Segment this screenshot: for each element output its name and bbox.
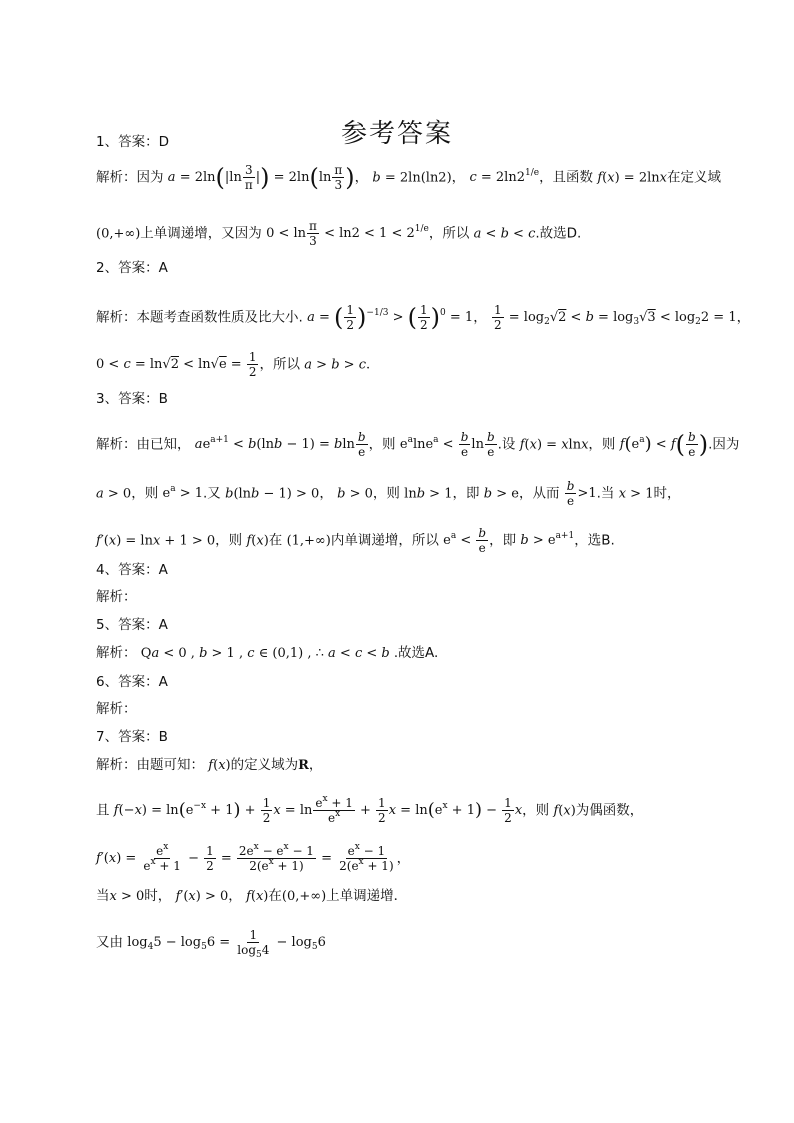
explanation-6: 解析： — [96, 701, 137, 717]
explanation-4: 解析： — [96, 589, 137, 605]
explanation-7-line-3: f′(x) = $\frac{e^x}{e^x + 1}$ − $\frac{1}{2}$ = $\frac{2e^x - e^x - 1}{2(e^x + 1)}$ = $\frac{e^x - 1}{2(e^x + 1)}$ ， — [96, 842, 411, 874]
explanation-7-line-1: 解析：由题可知： f(x)的定义域为R， — [96, 757, 323, 773]
explanation-5: 解析： Qa < 0 , b > 1 , c ∈ (0,1) , ∴ a < c < b .故选A. — [96, 645, 439, 661]
explanation-2-line-2: 0 < c = ln√2 < ln√e = $\frac{1}{2}$ ，所以 a > b > c. — [96, 350, 371, 380]
answer-1-label: 1、答案：D — [96, 134, 169, 150]
explanation-2-line-1: 解析：本题考查函数性质及比大小. a = ( $\frac{1}{2}$ )$^{-1/3}$ > ( $\frac{1}{2}$ )$^0$ = 1， $\frac{1}{2}$ = $\log_2√2 < b = \log_3√3 < \log_22 = 1$， — [96, 303, 751, 333]
explanation-7-line-4: 当x > 0时， f′(x) > 0， f(x)在(0,+∞)上单调递增． — [96, 888, 408, 904]
answer-6-label: 6、答案：A — [96, 674, 168, 690]
answer-5-label: 5、答案：A — [96, 617, 168, 633]
explanation-7-line-2: 且 $f(-x) = \ln(e^{-x} + 1)$ + $\frac{1}{2}$ x = ln $\frac{e^x + 1}{e^x}$ + $\frac{1}{2}$ $x = \ln(e^x + 1)$ − $\frac{1}{2}$ x，则 f(x)为偶函数， — [96, 794, 644, 826]
page-title: 参考答案 — [340, 119, 453, 150]
answer-4-label: 4、答案：A — [96, 562, 168, 578]
explanation-1-line-1: 解析：因为 a = 2ln(|ln $\frac{3}{\pi}$ |) = 2ln(ln $\frac{\pi}{3}$ )， b = 2ln(ln2)， $c = 2\ln 2^{1/e}$，且函数 f(x) = 2lnx在定义域 — [96, 163, 721, 193]
explanation-1-line-2: (0,+∞)上单调递增，又因为 0 < ln $\frac{\pi}{3}$ < $\ln 2 < 1 < 2^{1/e}$，所以 a < b < c.故选D. — [96, 219, 582, 249]
explanation-3-line-2: a > 0，则 $e^a > 1$.又 b(lnb − 1) > 0， b > 0，则 lnb > 1，即 b > e，从而 $\frac{b}{e}$ >1.当 x > 1时， — [96, 479, 681, 509]
answer-7-label: 7、答案：B — [96, 729, 168, 745]
explanation-7-line-5: 又由 $\log_45 - \log_56$ = $\frac{1}{\log_54}$ − $\log_56$ — [96, 928, 326, 961]
answer-3-label: 3、答案：B — [96, 391, 168, 407]
explanation-3-line-3: f′(x) = lnx + 1 > 0，则 f(x)在 (1,+∞)内单调递增，所以 $e^a$ < $\frac{b}{e}$ ，即 $b > e^{a+1}$，选B. — [96, 526, 615, 556]
explanation-3-line-1: 解析：由已知， $ae^{a+1} < b(\ln b - 1) = bln$ $\frac{b}{e}$ ，则 $e^a\ln e^a$ < $\frac{b}{e}$ ln $\frac{b}{e}$ .设 f(x) = xlnx，则 $f(e^a) < f$( $\frac{b}{e}$ ).因为 — [96, 430, 740, 460]
answer-2-label: 2、答案：A — [96, 260, 168, 276]
